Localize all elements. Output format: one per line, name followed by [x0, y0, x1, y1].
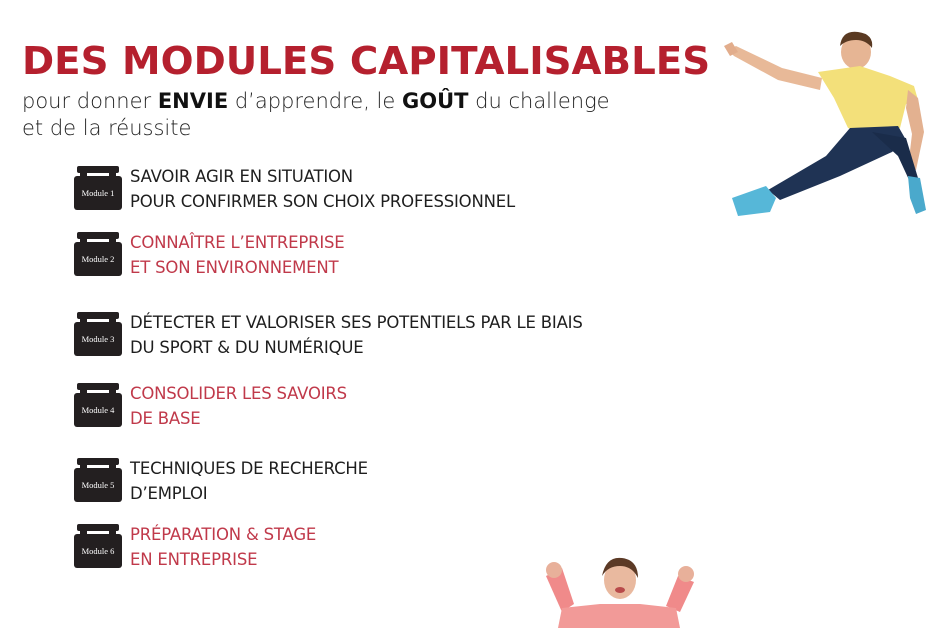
module-badge-6 [74, 524, 122, 570]
module-badge-3 [74, 312, 122, 358]
subtitle-text-1: pour donner [22, 89, 158, 113]
page-title: DES MODULES CAPITALISABLES [22, 39, 711, 83]
subtitle-text-3: du challenge [468, 89, 610, 113]
module-line-1b: POUR CONFIRMER SON CHOIX PROFESSIONNEL [130, 192, 515, 211]
module-line-5a: TECHNIQUES DE RECHERCHE [130, 459, 368, 478]
module-badge-4 [74, 383, 122, 429]
module-line-1a: SAVOIR AGIR EN SITUATION [130, 167, 353, 186]
module-text-5 [130, 456, 368, 506]
module-badge-label-3: Module 3 [74, 322, 122, 356]
module-item-5 [74, 456, 368, 506]
module-badge-label-2: Module 2 [74, 242, 122, 276]
module-line-3a: DÉTECTER ET VALORISER SES POTENTIELS PAR LE BIAIS [130, 313, 583, 332]
module-line-6a: PRÉPARATION & STAGE [130, 525, 317, 544]
module-text-6 [130, 522, 316, 572]
module-badge-label-6: Module 6 [74, 534, 122, 568]
module-text-1 [130, 164, 515, 214]
module-line-2a: CONNAÎTRE L’ENTREPRISE [130, 233, 345, 252]
subtitle-bold-envie: ENVIE [157, 89, 229, 113]
subtitle-text-line2: et de la réussite [22, 116, 192, 140]
subtitle-bold-gout: GOÛT [402, 89, 469, 113]
module-line-4a: CONSOLIDER LES SAVOIRS [130, 384, 347, 403]
module-badge-1 [74, 166, 122, 212]
module-line-4b: DE BASE [130, 409, 201, 428]
module-badge-label-1: Module 1 [74, 176, 122, 210]
module-item-3 [74, 310, 583, 360]
module-line-6b: EN ENTREPRISE [130, 550, 258, 569]
module-line-5b: D’EMPLOI [130, 484, 208, 503]
module-item-4 [74, 381, 347, 431]
module-item-6 [74, 522, 316, 572]
module-badge-2 [74, 232, 122, 278]
jumping-man-photo [722, 28, 932, 226]
subtitle-text-2: d’apprendre, le [228, 89, 402, 113]
module-line-2b: ET SON ENVIRONNEMENT [130, 258, 339, 277]
page-subtitle [22, 88, 722, 142]
module-badge-5 [74, 458, 122, 504]
module-badge-label-5: Module 5 [74, 468, 122, 502]
cheering-girl-photo [540, 548, 700, 628]
module-item-1 [74, 164, 515, 214]
module-text-2 [130, 230, 345, 280]
module-text-3 [130, 310, 583, 360]
module-item-2 [74, 230, 345, 280]
module-badge-label-4: Module 4 [74, 393, 122, 427]
module-line-3b: DU SPORT & DU NUMÉRIQUE [130, 338, 364, 357]
module-text-4 [130, 381, 347, 431]
